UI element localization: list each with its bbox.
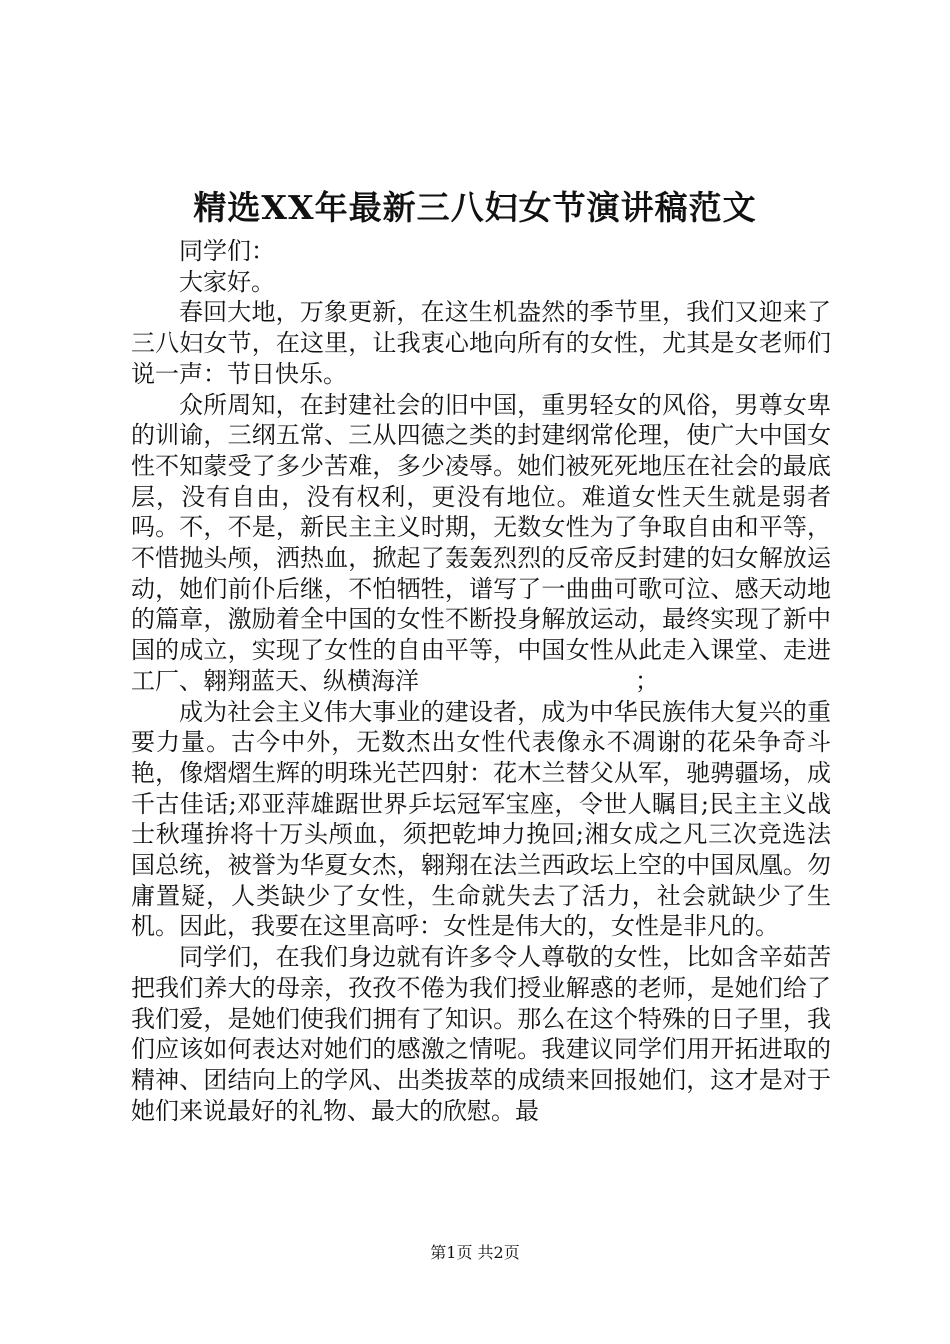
paragraph-2-tail: ； — [635, 666, 659, 695]
paragraph-2 — [131, 390, 831, 697]
paragraph-4: 同学们，在我们身边就有许多令人尊敬的女性，比如含辛茹苦把我们养大的母亲，孜孜不倦为我们授业解惑的老师，是她们给了我们爱，是她们使我们拥有了知识。那么在这个特殊的日子里，我们应该如何表达对她们的感激之情呢。我建议同学们用开拓进取的精神、团结向上的学风、出类拔萃的成绩来回报她们，这才是对于她们来说最好的礼物、最大的欣慰。最 — [131, 943, 831, 1125]
page-footer: 第1页 共2页 — [430, 1243, 520, 1262]
document-title: 精选XX年最新三八妇女节演讲稿范文 — [193, 188, 757, 227]
greeting: 大家好。 — [179, 267, 275, 296]
paragraph-2-text: 众所周知，在封建社会的旧中国，重男轻女的风俗，男尊女卑的训谕，三纲五常、三从四德之类的封建纲常伦理，使广大中国女性不知蒙受了多少苦难，多少凌辱。她们被死死地压在社会的最底层，没有自由，没有权利，更没有地位。难道女性天生就是弱者吗。不，不是，新民主主义时期，无数女性为了争取自由和平等，不惜抛头颅，洒热血，掀起了轰轰烈烈的反帝反封建的妇女解放运动，她们前仆后继，不怕牺牲，谱写了一曲曲可歌可泣、感天动地的篇章，激励着全中国的女性不断投身解放运动，最终实现了新中国的成立，实现了女性的自由平等，中国女性从此走入课堂、走进工厂、翱翔蓝天、纵横海洋 — [131, 390, 831, 695]
document-body — [131, 236, 831, 1126]
paragraph-3: 成为社会主义伟大事业的建设者，成为中华民族伟大复兴的重要力量。古今中外，无数杰出女性代表像永不凋谢的花朵争奇斗艳，像熠熠生辉的明珠光芒四射：花木兰替父从军，驰骋疆场，成千古佳话;邓亚萍雄踞世界乒坛冠军宝座，令世人瞩目;民主主义战士秋瑾拚将十万头颅血，须把乾坤力挽回;湘女成之凡三次竞选法国总统，被誉为华夏女杰，翱翔在法兰西政坛上空的中国凤凰。勿庸置疑，人类缺少了女性，生命就失去了活力，社会就缺少了生机。因此，我要在这里高呼：女性是伟大的，女性是非凡的。 — [131, 697, 831, 941]
salutation: 同学们： — [179, 237, 275, 265]
paragraph-1: 春回大地，万象更新，在这生机盎然的季节里，我们又迎来了三八妇女节，在这里，让我衷心地向所有的女性，尤其是女老师们说一声：节日快乐。 — [131, 298, 831, 388]
